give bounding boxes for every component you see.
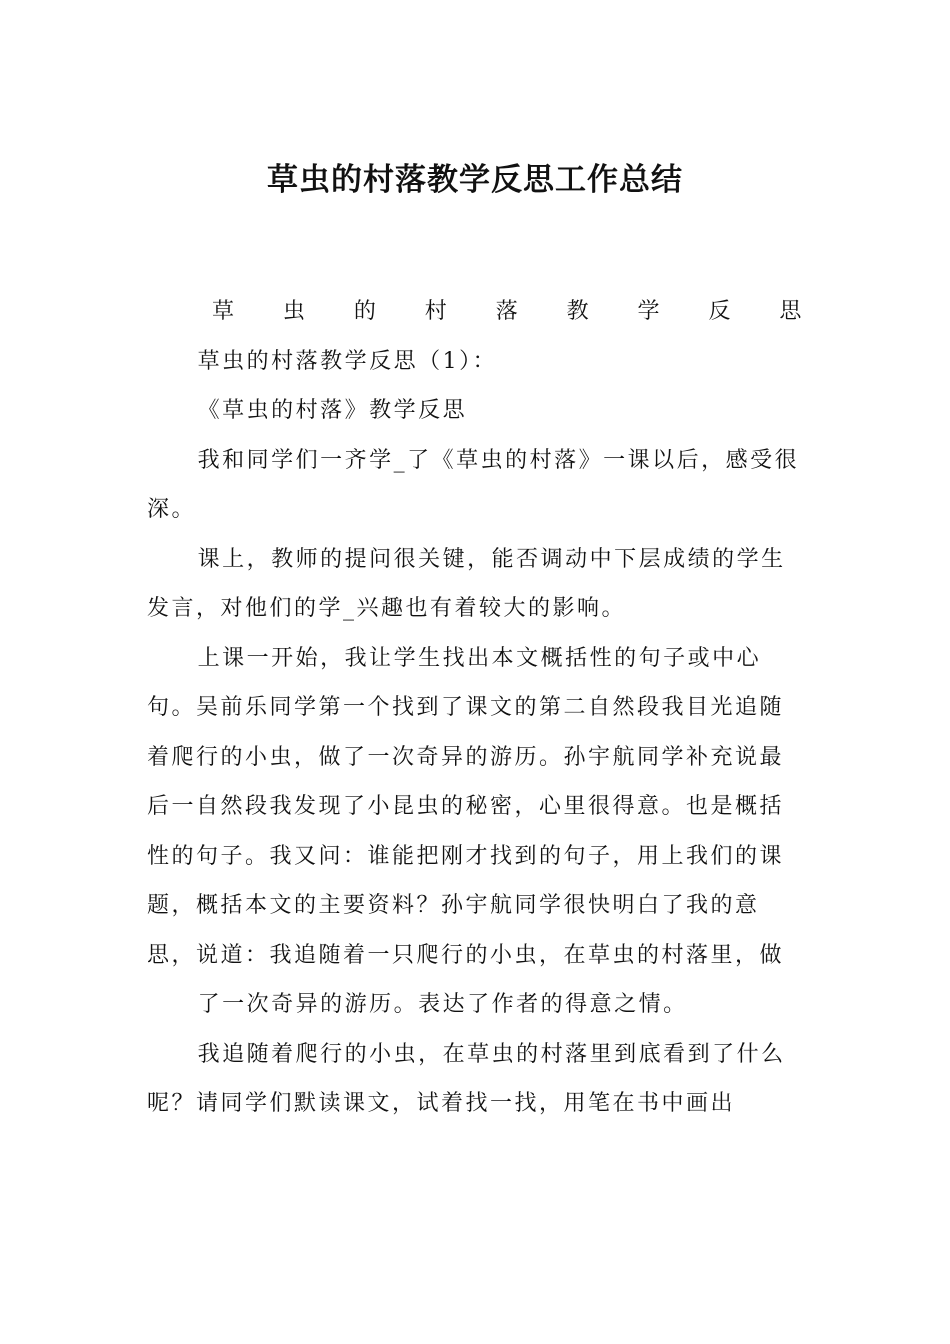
document-body <box>147 287 804 1129</box>
heading-char: 落 <box>495 299 521 324</box>
paragraph: 上课一开始，我让学生找出本文概括性的句子或中心句。吴前乐同学第一个找到了课文的第二自然段我目光追随着爬行的小虫，做了一次奇异的游历。孙宇航同学补充说最后一自然段我发现了小昆虫的秘密，心里很得意。也是概括性的句子。我又问：谁能把刚才找到的句子，用上我们的课题，概括本文的主要资料？孙宇航同学很快明白了我的意思，说道：我追随着一只爬行的小虫，在草虫的村落里，做 <box>147 645 785 968</box>
heading-char: 教 <box>566 299 592 324</box>
heading-char: 反 <box>708 299 733 324</box>
heading-char: 的 <box>353 299 379 324</box>
heading-char: 思 <box>779 299 804 324</box>
paragraph: 我和同学们一齐学_了《草虫的村落》一课以后，感受很深。 <box>147 447 800 522</box>
section-heading <box>147 287 804 337</box>
heading-char: 学 <box>637 299 663 324</box>
paragraph: 《草虫的村落》教学反思 <box>197 398 468 423</box>
paragraph: 课上，教师的提问很关键，能否调动中下层成绩的学生发言，对他们的学_兴趣也有着较大的影响。 <box>147 546 786 621</box>
paragraph: 了一次奇异的游历。表达了作者的得意之情。 <box>197 992 688 1017</box>
heading-char: 村 <box>424 299 450 324</box>
heading-char: 草 <box>212 299 237 324</box>
document-title: 草虫的村落教学反思工作总结 <box>267 162 683 198</box>
section-subheading: 草虫的村落教学反思（1）： <box>197 348 498 374</box>
heading-char: 虫 <box>282 299 308 324</box>
paragraph: 我追随着爬行的小虫，在草虫的村落里到底看到了什么呢？请同学们默读课文，试着找一找，用笔在书中画出 <box>147 1041 786 1116</box>
